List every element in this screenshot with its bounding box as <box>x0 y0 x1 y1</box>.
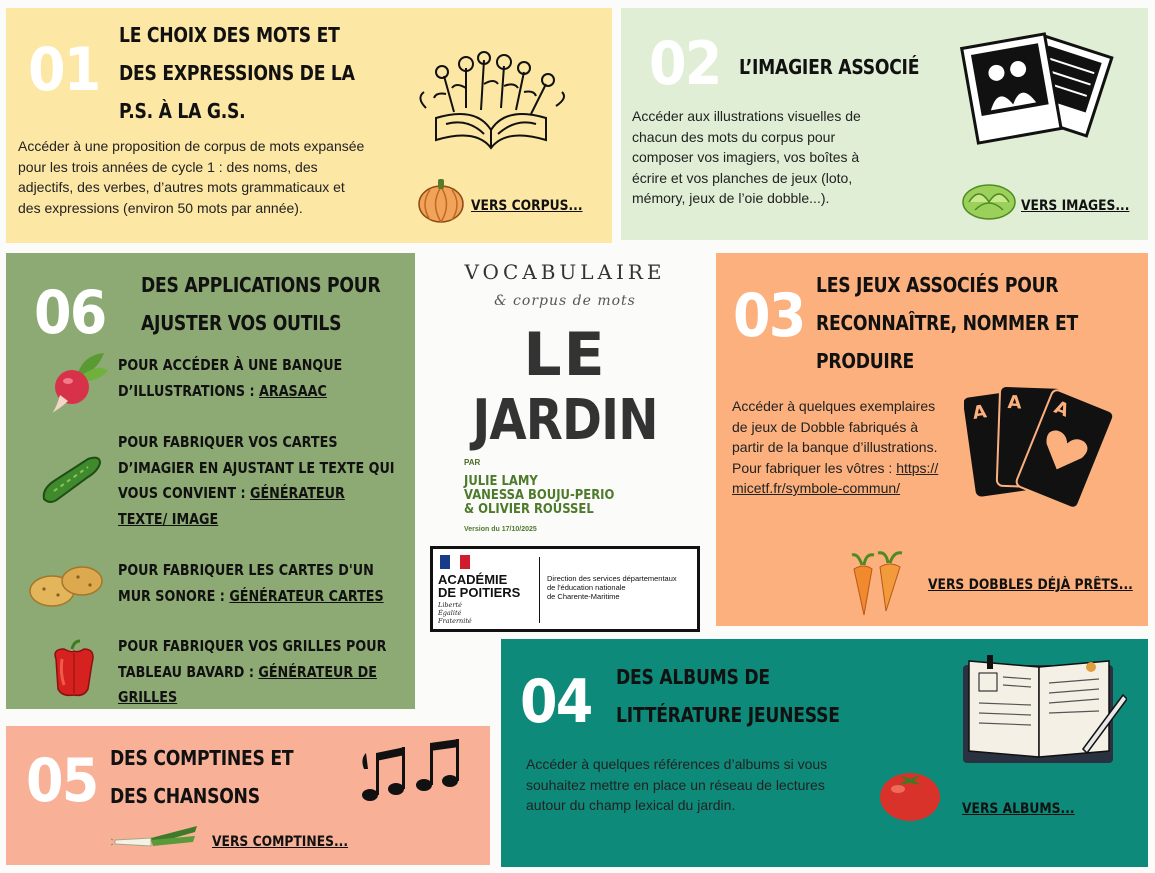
book-flowers-icon <box>406 48 576 156</box>
card-04-albums <box>501 639 1148 867</box>
potato-icon <box>28 559 108 609</box>
card-description: Accéder aux illustrations visuelles de chacun des mots du corpus pour composer vos imagiers, vos boîtes à écrire et vos planches de jeux (loto, mémory, jeux de l’oie dobble...). <box>632 108 861 206</box>
app-item-generateur-cartes: POUR FABRIQUER LES CARTES D'UN MUR SONORE : GÉNÉRATEUR CARTES <box>118 561 384 605</box>
leek-icon <box>111 822 199 852</box>
link-generateur-grilles[interactable]: GÉNÉRATEUR DE GRILLES <box>118 662 377 706</box>
card-02-imagier <box>621 8 1148 240</box>
card-title: DES COMPTINES ET DES CHANSONS <box>110 746 294 808</box>
by-label: PAR <box>464 458 481 467</box>
svg-text:A: A <box>971 401 989 424</box>
header-vocabulaire: VOCABULAIRE <box>464 260 666 284</box>
link-vers-images[interactable]: VERS IMAGES... <box>1021 198 1130 214</box>
card-title: DES ALBUMS DE LITTÉRATURE JEUNESSE <box>616 665 840 727</box>
card-description: Accéder à quelques exemplaires de jeux de Dobble fabriqués à partir de la banque d’illustrations. Pour fabriquer les vôtres : https://micetf.fr/symbole-commun/ <box>732 398 939 496</box>
link-generateur-texte-image[interactable]: GÉNÉRATEUR TEXTE/ IMAGE <box>118 484 345 528</box>
open-book-icon <box>957 653 1127 773</box>
cucumber-icon <box>38 453 104 507</box>
app-item-generateur-grilles: POUR FABRIQUER VOS GRILLES POUR TABLEAU BAVARD : GÉNÉRATEUR DE GRILLES <box>118 637 387 706</box>
version-date: Version du 17/10/2025 <box>464 526 537 533</box>
academie-name: ACADÉMIE DE POITIERS <box>438 572 521 600</box>
card-05-comptines <box>6 726 490 865</box>
main-title-le: LE <box>523 320 607 390</box>
authors: JULIE LAMY VANESSA BOUJU-PERIO & OLIVIER ROUSSEL <box>464 473 615 517</box>
svg-text:A: A <box>1007 392 1022 414</box>
card-title: DES APPLICATIONS POUR AJUSTER VOS OUTILS <box>141 273 381 335</box>
link-vers-comptines[interactable]: VERS COMPTINES... <box>212 834 349 850</box>
academie-logo <box>430 546 700 632</box>
music-notes-icon <box>360 739 460 811</box>
pepper-icon <box>48 639 100 699</box>
link-vers-corpus[interactable]: VERS CORPUS... <box>471 198 583 214</box>
card-number: 03 <box>733 281 805 351</box>
direction-text: Direction des services départementaux de l'éducation nationale de Charente-Maritime <box>547 574 677 601</box>
card-06-applications <box>6 253 415 709</box>
carrots-icon <box>846 551 910 617</box>
card-number: 02 <box>649 29 721 99</box>
card-title: LE CHOIX DES MOTS ET DES EXPRESSIONS DE LA P.S. À LA G.S. <box>119 23 355 123</box>
link-arasaac[interactable]: ARASAAC <box>259 381 327 400</box>
card-01-word-choice <box>6 8 612 243</box>
main-title-jardin: JARDIN <box>472 388 658 453</box>
link-generateur-cartes[interactable]: GÉNÉRATEUR CARTES <box>229 586 384 605</box>
center-title-block <box>420 250 710 640</box>
card-title: L’IMAGIER ASSOCIÉ <box>739 55 920 79</box>
card-description: Accéder à quelques références d’albums si vous souhaitez mettre en place un réseau de lectures autour du champ lexical du jardin. <box>526 756 828 813</box>
subheader: & corpus de mots <box>494 293 636 309</box>
lettuce-icon <box>961 176 1017 220</box>
photos-icon <box>959 26 1119 151</box>
logo-divider <box>539 557 540 623</box>
pumpkin-icon <box>416 176 466 224</box>
french-flag-icon <box>440 555 470 569</box>
svg-text:A: A <box>1051 396 1072 422</box>
card-number: 05 <box>26 746 98 816</box>
link-vers-dobbles[interactable]: VERS DOBBLES DÉJÀ PRÊTS... <box>928 577 1133 593</box>
link-micetf-url[interactable]: https://micetf.fr/symbole-commun/ <box>732 459 939 496</box>
link-vers-albums[interactable]: VERS ALBUMS... <box>962 801 1075 817</box>
card-03-jeux <box>716 253 1148 626</box>
radish-icon <box>48 351 110 415</box>
tomato-icon <box>878 765 942 823</box>
playing-cards-icon <box>964 379 1114 517</box>
card-number: 06 <box>34 278 106 348</box>
card-description: Accéder à une proposition de corpus de mots expansée pour les trois années de cycle 1 : des noms, des adjectifs, des verbes, d’autres mots grammaticaux et des expressions (environ 50 mots par année). <box>18 138 365 216</box>
app-item-generateur-texte-image: POUR FABRIQUER VOS CARTES D’IMAGIER EN AJUSTANT LE TEXTE QUI VOUS CONVIENT : GÉNÉRATEUR TEXTE/ IMAGE <box>118 433 395 528</box>
card-title: LES JEUX ASSOCIÉS POUR RECONNAÎTRE, NOMMER ET PRODUIRE <box>816 273 1079 373</box>
motto: Liberté Égalité Fraternité <box>438 601 472 625</box>
card-number: 04 <box>520 667 592 737</box>
app-item-arasaac: POUR ACCÉDER À UNE BANQUE D’ILLUSTRATIONS : ARASAAC <box>118 356 343 400</box>
card-number: 01 <box>28 35 100 105</box>
